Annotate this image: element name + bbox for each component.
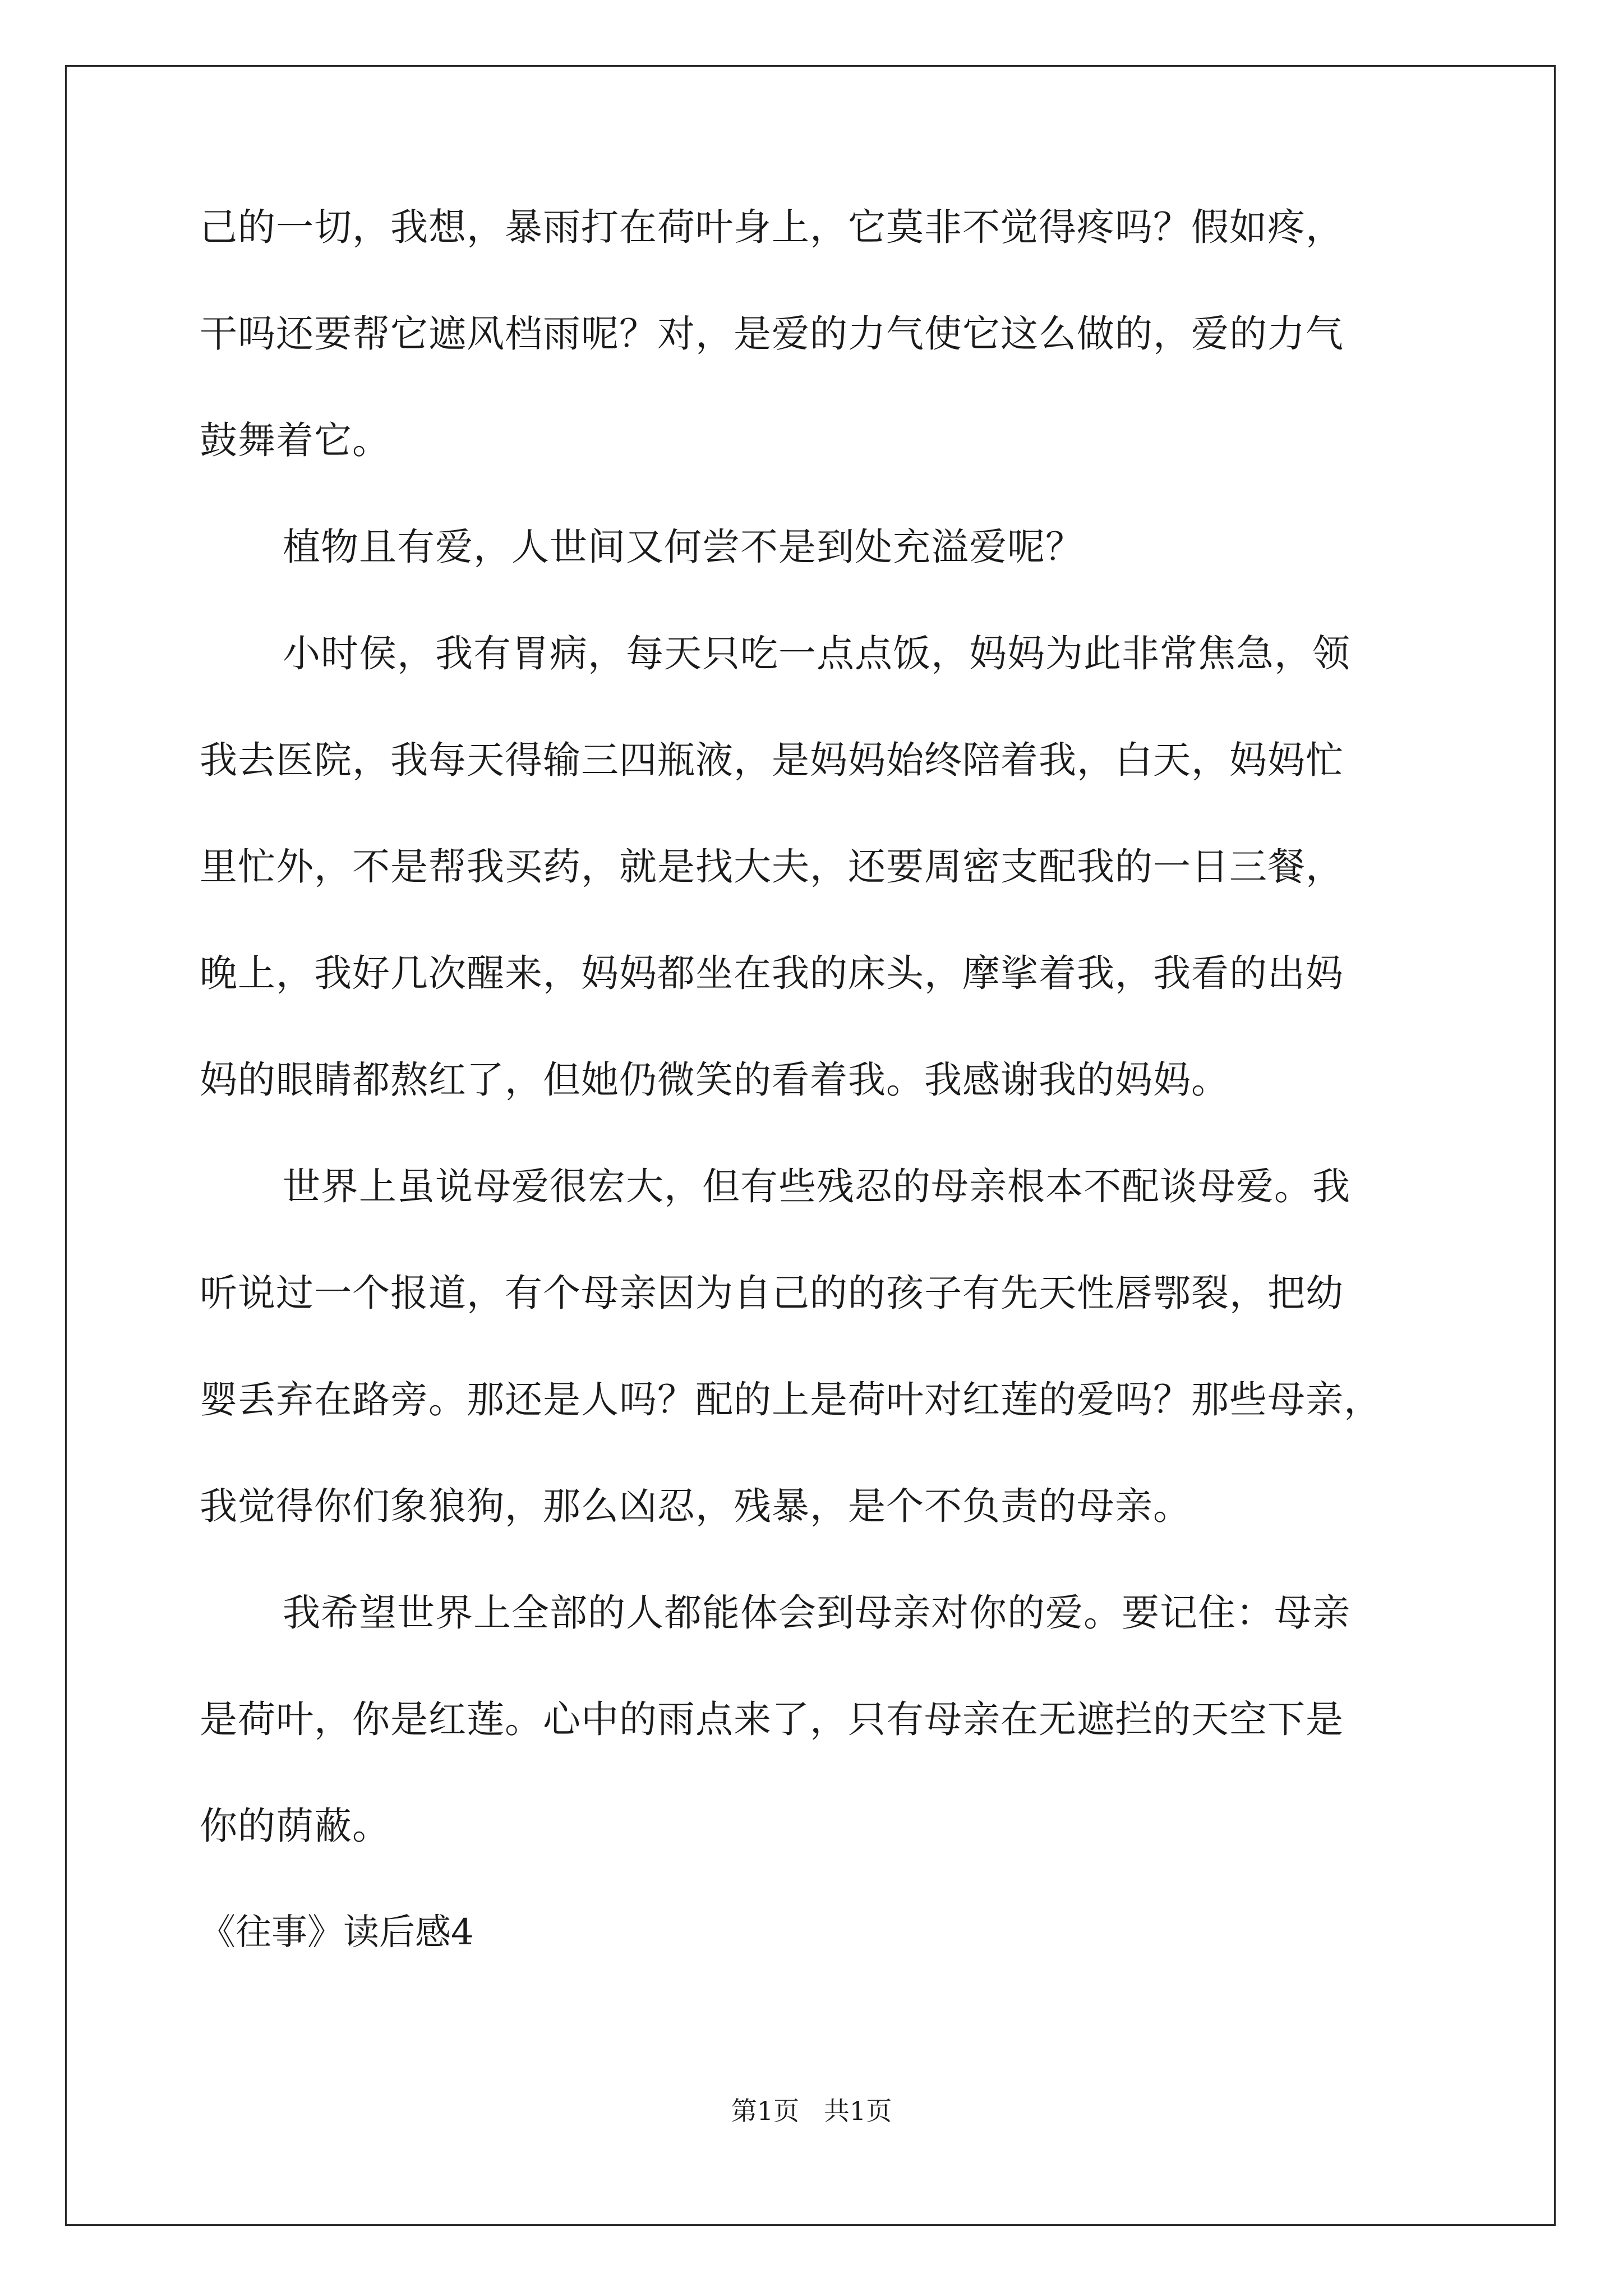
section-heading: 《往事》读后感4 (200, 1912, 474, 1953)
paragraph-2-line-1: 植物且有爱，人世间又何尝不是到处充溢爱呢？ (283, 525, 1083, 569)
paragraph-5-line-1: 我希望世界上全部的人都能体会到母亲对你的爱。要记住：母亲 (283, 1591, 1350, 1635)
paragraph-3-line-3: 里忙外，不是帮我买药，就是找大夫，还要周密支配我的一日三餐， (200, 845, 1344, 889)
paragraph-3-line-4: 晚上，我好几次醒来，妈妈都坐在我的床头，摩挲着我，我看的出妈 (200, 951, 1344, 995)
paragraph-5-line-2: 是荷叶，你是红莲。心中的雨点来了，只有母亲在无遮拦的天空下是 (200, 1697, 1344, 1741)
paragraph-1-line-1: 己的一切，我想，暴雨打在荷叶身上，它莫非不觉得疼吗？假如疼， (200, 205, 1344, 249)
paragraph-3-line-5: 妈的眼睛都熬红了，但她仍微笑的看着我。我感谢我的妈妈。 (200, 1058, 1229, 1102)
page-border (65, 65, 1556, 2226)
page-footer: 第1页 共1页 (731, 2096, 892, 2126)
paragraph-4-line-2: 听说过一个报道，有个母亲因为自己的的孩子有先天性唇鄂裂，把幼 (200, 1271, 1344, 1315)
paragraph-4-line-3: 婴丢弃在路旁。那还是人吗？配的上是荷叶对红莲的爱吗？那些母亲， (200, 1378, 1382, 1421)
paragraph-4-line-1: 世界上虽说母爱很宏大，但有些残忍的母亲根本不配谈母爱。我 (283, 1165, 1350, 1208)
paragraph-5-line-3: 你的荫蔽。 (200, 1804, 390, 1848)
paragraph-3-line-2: 我去医院，我每天得输三四瓶液，是妈妈始终陪着我，白天，妈妈忙 (200, 738, 1344, 782)
paragraph-1-line-2: 干吗还要帮它遮风档雨呢？对，是爱的力气使它这么做的，爱的力气 (200, 312, 1344, 356)
paragraph-4-line-4: 我觉得你们象狼狗，那么凶忍，残暴，是个不负责的母亲。 (200, 1484, 1191, 1528)
paragraph-1-line-3: 鼓舞着它。 (200, 418, 390, 462)
paragraph-3-line-1: 小时侯，我有胃病，每天只吃一点点饭，妈妈为此非常焦急，领 (283, 632, 1350, 675)
